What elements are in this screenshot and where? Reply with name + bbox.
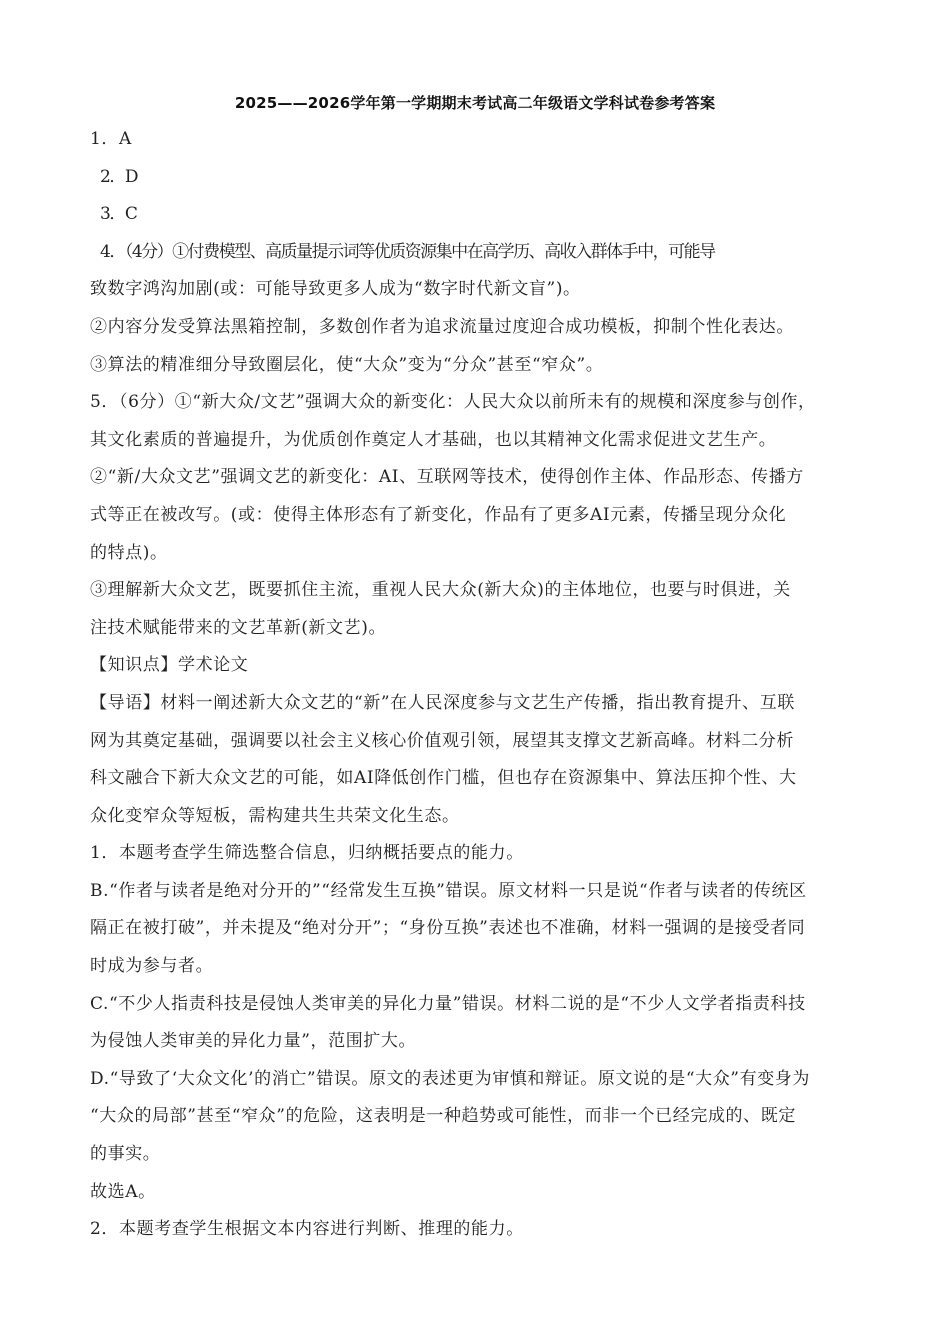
answer-content	[90, 121, 862, 1249]
answer-line: B.“作者与读者是绝对分开的”“经常发生互换”错误。原文材料一只是说“作者与读者的传统区	[90, 880, 807, 901]
answer-line: 【导语】材料一阐述新大众文艺的“新”在人民深度参与文艺生产传播，指出教育提升、互联	[90, 692, 795, 713]
answer-line: 隔正在被打破”，并未提及“绝对分开”；“身份互换”表述也不准确，材料一强调的是接受者同	[90, 918, 806, 939]
answer-line: 4．（4分）①付费模型、高质量提示词等优质资源集中在高学历、高收入群体手中，可能导	[100, 241, 715, 262]
answer-line: D.“导致了‘大众文化’的消亡”错误。原文的表述更为审慎和辩证。原文说的是“大众”有变身为	[90, 1068, 810, 1089]
answer-line: 致数字鸿沟加剧(或：可能导致更多人成为“数字时代新文盲”)。	[90, 279, 581, 300]
answer-line: ②“新/大众文艺”强调文艺的新变化：AI、互联网等技术，使得创作主体、作品形态、传播方	[90, 467, 804, 488]
answer-line: 5．（6分）①“新大众/文艺”强调大众的新变化：人民大众以前所未有的规模和深度参与创作，	[90, 392, 816, 413]
answer-line: 的特点)。	[90, 542, 168, 563]
answer-line: 的事实。	[90, 1144, 161, 1165]
answer-line: 科文融合下新大众文艺的可能，如AI降低创作门槛，但也存在资源集中、算法压抑个性、大	[90, 768, 797, 789]
answer-line: 3．C	[100, 204, 137, 225]
answer-line: 众化变窄众等短板，需构建共生共荣文化生态。	[90, 805, 460, 826]
answer-line: 网为其奠定基础，强调要以社会主义核心价值观引领，展望其支撑文艺新高峰。材料二分析	[90, 730, 794, 751]
answer-line: C.“不少人指责科技是侵蚀人类审美的异化力量”错误。材料二说的是“不少人文学者指责科技	[90, 993, 806, 1014]
answer-line: 【知识点】学术论文	[90, 655, 249, 676]
answer-line: 时成为参与者。	[90, 956, 214, 977]
answer-line: 注技术赋能带来的文艺革新(新文艺)。	[90, 617, 387, 638]
answer-line: 其文化素质的普遍提升，为优质创作奠定人才基础，也以其精神文化需求促进文艺生产。	[90, 429, 777, 450]
answer-line: 2．本题考查学生根据文本内容进行判断、推理的能力。	[90, 1219, 524, 1240]
answer-line: ③算法的精准细分导致圈层化，使“大众”变为“分众”甚至“窄众”。	[90, 354, 604, 375]
answer-line: 2．D	[100, 166, 137, 187]
answer-line: ③理解新大众文艺，既要抓住主流，重视人民大众(新大众)的主体地位，也要与时俱进，关	[90, 580, 791, 601]
answer-line: 式等正在被改写。(或：使得主体形态有了新变化，作品有了更多AI元素，传播呈现分众化	[90, 504, 787, 525]
document-title: 2025——2026学年第一学期期末考试高二年级语文学科试卷参考答案	[234, 94, 716, 112]
answer-line: 1．本题考查学生筛选整合信息，归纳概括要点的能力。	[90, 843, 524, 864]
answer-line: ②内容分发受算法黑箱控制，多数创作者为追求流量过度迎合成功模板，抑制个性化表达。	[90, 316, 794, 337]
answer-line: 1．A	[90, 129, 132, 149]
answer-line: 为侵蚀人类审美的异化力量”，范围扩大。	[90, 1031, 417, 1052]
answer-line: 故选A。	[90, 1181, 156, 1202]
answer-line: “大众的局部”甚至“窄众”的危险，这表明是一种趋势或可能性，而非一个已经完成的、既定	[90, 1106, 796, 1127]
